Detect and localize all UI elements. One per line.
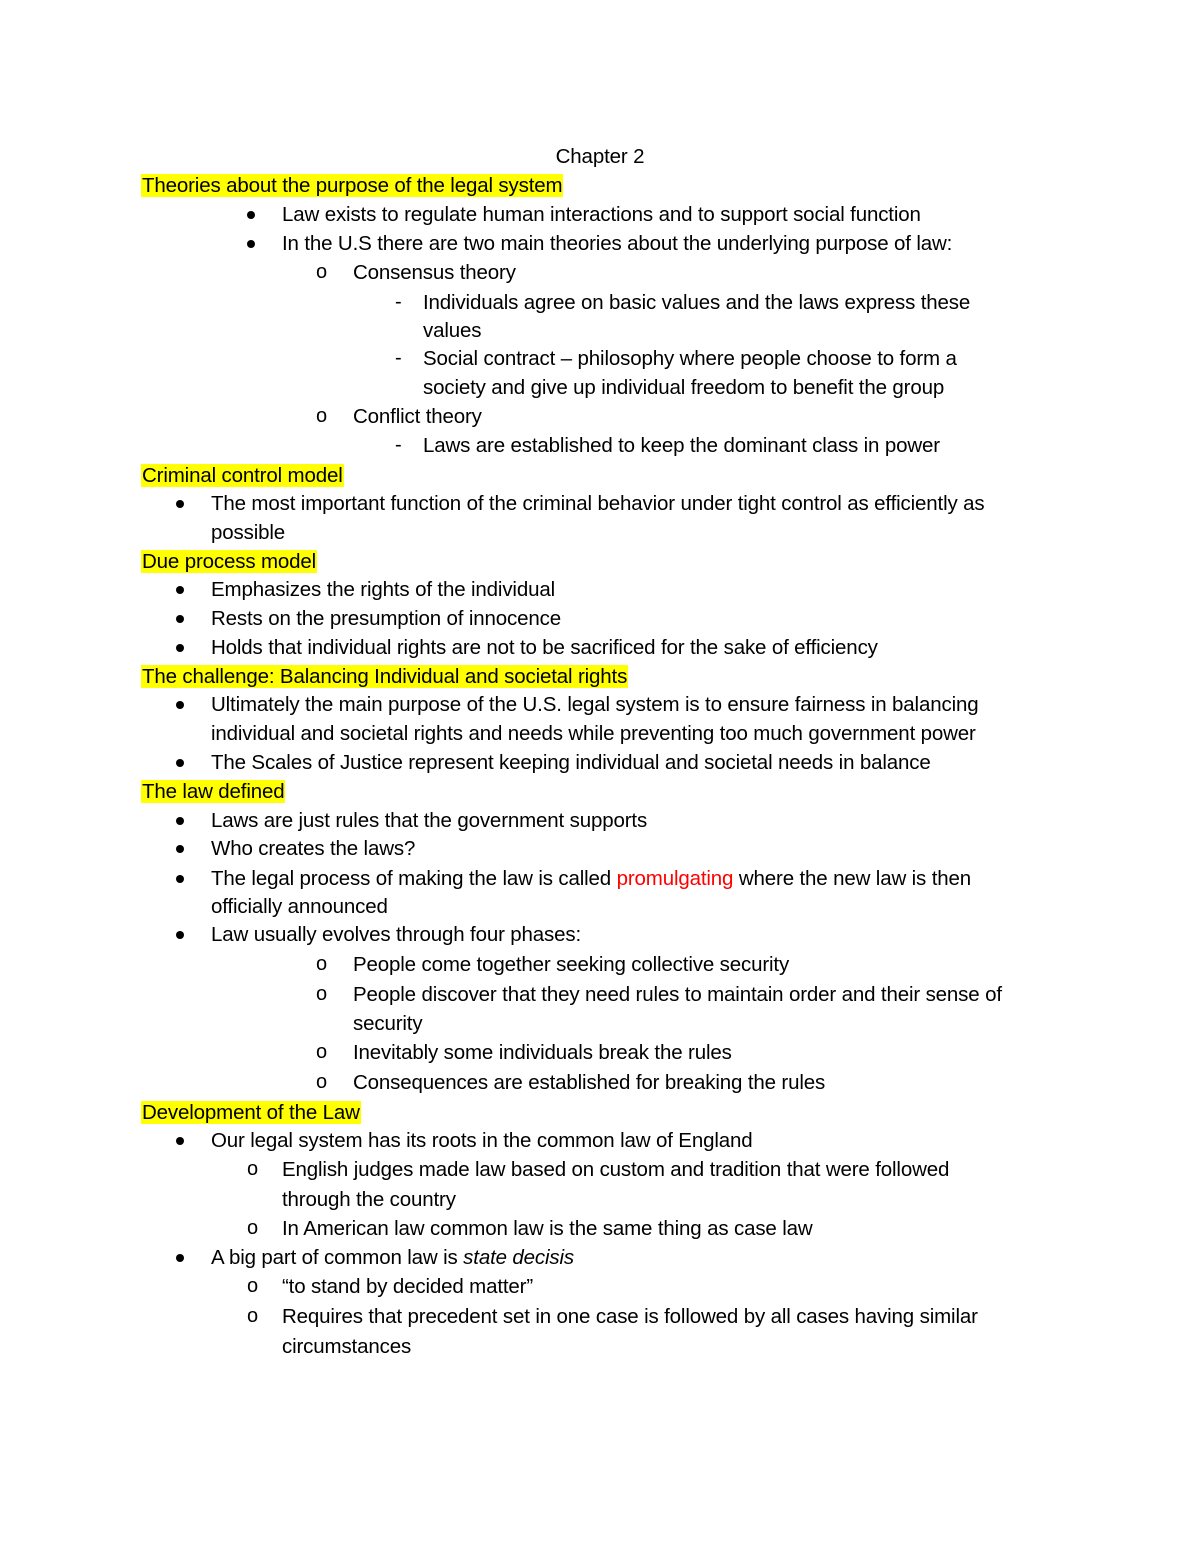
sub-bullet-text: In American law common law is the same thing as case law xyxy=(282,1217,813,1240)
bullet-text: Emphasizes the rights of the individual xyxy=(211,578,555,601)
bullet-icon xyxy=(247,240,255,248)
section-heading xyxy=(141,171,563,200)
circle-bullet-icon: o xyxy=(316,1041,328,1063)
italic-term: state decisis xyxy=(463,1246,575,1269)
section-heading xyxy=(141,777,285,806)
section-heading xyxy=(141,662,628,691)
highlighted-heading-text: Due process model xyxy=(142,550,317,573)
circle-bullet-icon: o xyxy=(247,1305,259,1327)
highlighted-heading-text: Theories about the purpose of the legal system xyxy=(142,174,563,197)
sub-bullet-text: People discover that they need rules to maintain order and their sense of xyxy=(353,983,1002,1006)
bullet-icon xyxy=(176,875,184,883)
dash-item-text: Social contract – philosophy where people choose to form a xyxy=(423,347,957,370)
emphasized-term: promulgating xyxy=(616,867,734,890)
sub-bullet-text: Requires that precedent set in one case is followed by all cases having similar xyxy=(282,1305,978,1328)
bullet-text: Rests on the presumption of innocence xyxy=(211,607,561,630)
bullet-icon xyxy=(176,644,184,652)
bullet-text-cont: officially announced xyxy=(211,895,388,918)
sub-bullet-text: Inevitably some individuals break the rules xyxy=(353,1041,732,1064)
dash-bullet-icon: - xyxy=(395,434,402,456)
sub-bullet-text: English judges made law based on custom and tradition that were followed xyxy=(282,1158,950,1181)
section-heading xyxy=(141,461,344,490)
sub-bullet-text: “to stand by decided matter” xyxy=(282,1275,534,1298)
bullet-icon xyxy=(176,701,184,709)
bullet-text-part: A big part of common law is xyxy=(211,1246,464,1269)
bullet-icon xyxy=(176,615,184,623)
highlighted-heading-text: Criminal control model xyxy=(142,464,343,487)
circle-bullet-icon: o xyxy=(247,1217,259,1239)
bullet-text-part: where the new law is then xyxy=(733,867,971,890)
page-title: Chapter 2 xyxy=(555,145,645,168)
dash-item-text: Laws are established to keep the dominant class in power xyxy=(423,434,940,457)
sub-bullet-text-cont: circumstances xyxy=(282,1335,412,1358)
bullet-icon xyxy=(247,211,255,219)
bullet-icon xyxy=(176,500,184,508)
sub-bullet-text: People come together seeking collective security xyxy=(353,953,790,976)
bullet-icon xyxy=(176,586,184,594)
section-heading xyxy=(141,547,317,576)
bullet-text: Who creates the laws? xyxy=(211,837,416,860)
dash-item-text: Individuals agree on basic values and the laws express these xyxy=(423,291,971,314)
dash-bullet-icon: - xyxy=(395,347,402,369)
circle-bullet-icon: o xyxy=(247,1275,259,1297)
bullet-icon xyxy=(176,759,184,767)
bullet-text-cont: possible xyxy=(211,521,286,544)
bullet-text xyxy=(211,864,971,893)
bullet-text: Laws are just rules that the government supports xyxy=(211,809,648,832)
section-heading xyxy=(141,1098,361,1127)
bullet-text: Ultimately the main purpose of the U.S. legal system is to ensure fairness in balancing xyxy=(211,693,979,716)
circle-bullet-icon: o xyxy=(316,1071,328,1093)
dash-item-text-cont: values xyxy=(423,319,482,342)
highlighted-heading-text: Development of the Law xyxy=(142,1101,360,1124)
bullet-text xyxy=(211,1243,574,1272)
bullet-text: In the U.S there are two main theories about the underlying purpose of law: xyxy=(282,232,953,255)
dash-bullet-icon: - xyxy=(395,291,402,313)
circle-bullet-icon: o xyxy=(316,953,328,975)
sub-bullet-text: Consequences are established for breaking the rules xyxy=(353,1071,826,1094)
bullet-icon xyxy=(176,1254,184,1262)
bullet-icon xyxy=(176,845,184,853)
bullet-text: Holds that individual rights are not to be sacrificed for the sake of efficiency xyxy=(211,636,878,659)
bullet-text: The Scales of Justice represent keeping individual and societal needs in balance xyxy=(211,751,931,774)
bullet-text-part: The legal process of making the law is called xyxy=(211,867,617,890)
bullet-text: The most important function of the criminal behavior under tight control as efficiently as xyxy=(211,492,985,515)
sub-bullet-text: Consensus theory xyxy=(353,261,516,284)
circle-bullet-icon: o xyxy=(316,983,328,1005)
circle-bullet-icon: o xyxy=(316,405,328,427)
circle-bullet-icon: o xyxy=(316,261,328,283)
bullet-text: Our legal system has its roots in the common law of England xyxy=(211,1129,753,1152)
highlighted-heading-text: The law defined xyxy=(142,780,285,803)
dash-item-text-cont: society and give up individual freedom to benefit the group xyxy=(423,376,945,399)
sub-bullet-text-cont: through the country xyxy=(282,1188,456,1211)
bullet-icon xyxy=(176,1137,184,1145)
bullet-text: Law exists to regulate human interactions and to support social function xyxy=(282,203,921,226)
bullet-icon xyxy=(176,931,184,939)
bullet-text: Law usually evolves through four phases: xyxy=(211,923,582,946)
sub-bullet-text: Conflict theory xyxy=(353,405,482,428)
bullet-icon xyxy=(176,817,184,825)
highlighted-heading-text: The challenge: Balancing Individual and societal rights xyxy=(142,665,628,688)
circle-bullet-icon: o xyxy=(247,1158,259,1180)
bullet-text-cont: individual and societal rights and needs while preventing too much government power xyxy=(211,722,976,745)
sub-bullet-text-cont: security xyxy=(353,1012,423,1035)
